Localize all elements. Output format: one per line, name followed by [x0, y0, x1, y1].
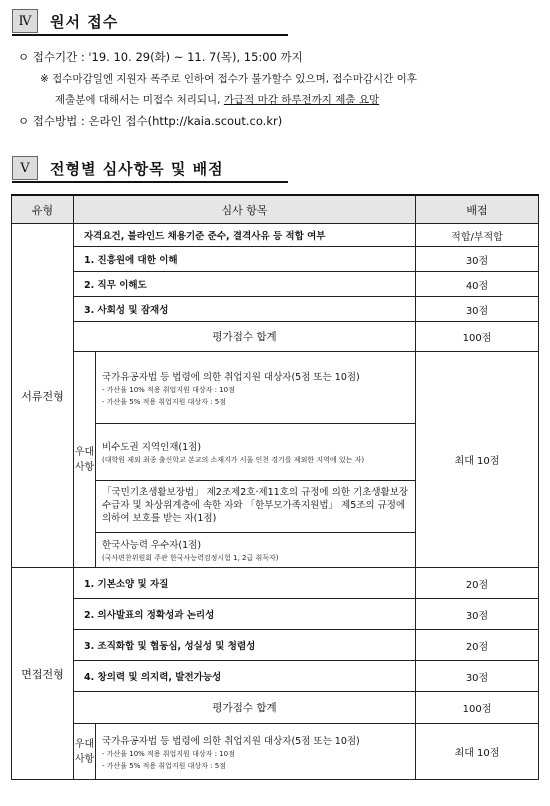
notice-line-1: ※ 접수마감일엔 지원자 폭주로 인하여 접수가 불가할수 있으며, 접수마감시간 이후 — [40, 73, 417, 85]
total-score: 100점 — [416, 322, 539, 352]
pref-main: 한국사능력 우수자(1점) — [102, 540, 202, 551]
preference-label — [74, 352, 96, 568]
application-period — [18, 49, 303, 65]
table-header-row — [12, 195, 539, 224]
table-row — [12, 692, 539, 724]
notice-line-2 — [55, 92, 379, 107]
table-row — [12, 599, 539, 630]
period-value: : '19. 10. 29(화) ~ 11. 7(목), 15:00 까지 — [77, 50, 303, 64]
section-title: 원서 접수 — [50, 12, 119, 31]
score-cell: 적합/부적합 — [416, 224, 539, 247]
section-number: Ⅴ — [12, 156, 38, 180]
table-row — [12, 630, 539, 661]
pref-sub: - 가산율 10% 적용 취업지원 대상자 : 10점 — [102, 385, 235, 394]
score-cell: 40점 — [416, 272, 539, 297]
section-title: 전형별 심사항목 및 배점 — [50, 159, 224, 178]
pref-main: 「국민기초생활보장법」 제2조제2호·제11호의 규정에 의한 기초생활보장 수급자 및 차상위계층에 속한 자와 「한부모가족지원법」 제5조의 규정에 의하여 보호를 받는 자(1점) — [102, 487, 409, 524]
preference-item — [96, 724, 416, 780]
item-cell: 3. 조직화합 및 협동심, 성실성 및 청렴성 — [74, 630, 416, 661]
pref-label-2: 사항 — [74, 753, 95, 765]
table-row — [12, 724, 539, 780]
preference-label — [74, 724, 96, 780]
pref-main: 국가유공자법 등 법령에 의한 취업지원 대상자(5점 또는 10점) — [102, 735, 360, 747]
pref-sub: (국사편찬위원회 주관 한국사능력검정시험 1, 2급 취득자) — [102, 554, 279, 562]
score-cell: 20점 — [416, 630, 539, 661]
item-cell: 4. 창의력 및 의지력, 발전가능성 — [74, 661, 416, 692]
score-cell: 20점 — [416, 568, 539, 599]
item-cell: 3. 사회성 및 잠재성 — [74, 297, 416, 322]
preference-item — [96, 424, 416, 481]
table-row — [12, 568, 539, 599]
application-method — [18, 113, 282, 129]
pref-label-1: 우대 — [74, 738, 95, 750]
score-cell: 30점 — [416, 661, 539, 692]
item-cell: 2. 직무 이해도 — [74, 272, 416, 297]
header-item: 심사 항목 — [74, 195, 416, 224]
score-cell: 30점 — [416, 247, 539, 272]
total-score: 100점 — [416, 692, 539, 724]
score-cell: 30점 — [416, 599, 539, 630]
table-row — [12, 247, 539, 272]
pref-score: 최대 10점 — [416, 724, 539, 780]
table-row — [12, 661, 539, 692]
category-document: 서류전형 — [12, 224, 74, 568]
notice-text: 제출분에 대해서는 미접수 처리되니, — [55, 94, 224, 106]
preference-item — [96, 352, 416, 424]
total-label: 평가점수 합계 — [74, 692, 416, 724]
item-cell: 1. 기본소양 및 자질 — [74, 568, 416, 599]
item-cell: 1. 진흥원에 대한 이해 — [74, 247, 416, 272]
method-label: ㅇ 접수방법 — [18, 114, 78, 128]
notice-emphasis: 가급적 마감 하루전까지 제출 요망 — [223, 94, 380, 106]
category-interview: 면접전형 — [12, 568, 74, 780]
total-label: 평가점수 합계 — [74, 322, 416, 352]
period-label: ㅇ 접수기간 — [18, 50, 78, 64]
preference-item — [96, 533, 416, 568]
section-5-header — [12, 155, 288, 183]
pref-label-2: 사항 — [74, 461, 95, 473]
section-4-header — [12, 8, 288, 36]
pref-main: 비수도권 지역인재(1점) — [102, 442, 202, 453]
pref-label-1: 우대 — [74, 446, 95, 458]
pref-sub: (대학원 제외 최종 출신학교 본교의 소재지가 서울 인천 경기를 제외한 지역에 있는 자) — [102, 456, 365, 464]
pref-score: 최대 10점 — [416, 352, 539, 568]
evaluation-table — [11, 194, 539, 780]
item-cell: 2. 의사발표의 정확성과 논리성 — [74, 599, 416, 630]
pref-main: 국가유공자법 등 법령에 의한 취업지원 대상자(5점 또는 10점) — [102, 371, 360, 383]
pref-sub: - 가산율 5% 적용 취업지원 대상자 : 5점 — [102, 761, 226, 770]
table-row — [12, 352, 539, 424]
table-row — [12, 224, 539, 247]
table-row — [12, 272, 539, 297]
score-cell: 30점 — [416, 297, 539, 322]
item-cell: 자격요건, 블라인드 채용기준 준수, 결격사유 등 적합 여부 — [74, 224, 416, 247]
preference-item — [96, 481, 416, 533]
pref-sub: - 가산율 10% 적용 취업지원 대상자 : 10점 — [102, 749, 235, 758]
table-row — [12, 297, 539, 322]
header-type: 유형 — [12, 195, 74, 224]
method-value: : 온라인 접수(http://kaia.scout.co.kr) — [77, 114, 283, 128]
pref-sub: - 가산율 5% 적용 취업지원 대상자 : 5점 — [102, 397, 226, 406]
header-score: 배점 — [416, 195, 539, 224]
table-row — [12, 322, 539, 352]
section-number: Ⅳ — [12, 9, 38, 33]
